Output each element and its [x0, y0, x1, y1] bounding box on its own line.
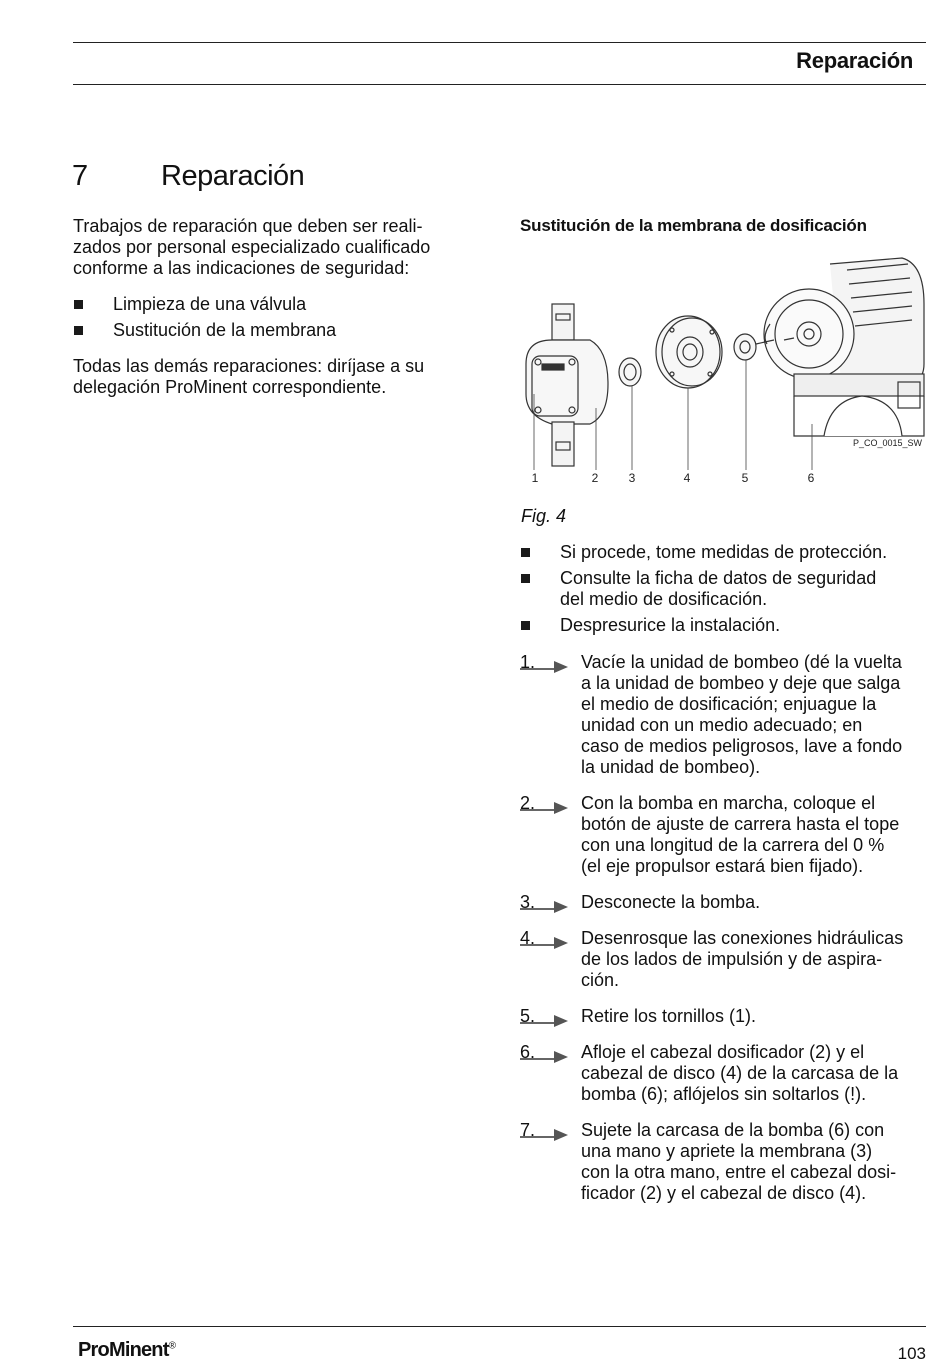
step-number-text: 1.	[520, 652, 536, 672]
logo-pro: Pro	[78, 1339, 109, 1361]
list-item-line: del medio de dosificación.	[560, 589, 768, 609]
step-line: una mano y apriete la membrana (3)	[581, 1141, 873, 1161]
page-number: 103	[897, 1344, 926, 1363]
intro-line: conforme a las indicaciones de seguridad:	[73, 258, 410, 278]
step-item	[520, 652, 930, 778]
step-line: ficador (2) y el cabezal de disco (4).	[581, 1183, 867, 1203]
step-line: (el eje propulsor estará bien fijado).	[581, 856, 864, 876]
step-item	[520, 1042, 930, 1105]
precaution-block	[520, 542, 930, 636]
step-line: Desenrosque las conexiones hidráulicas	[581, 928, 904, 948]
step-line: el medio de dosificación; enjuague la	[581, 694, 877, 714]
step-line: Retire los tornillos (1).	[581, 1006, 757, 1026]
step-arrow-icon	[520, 898, 570, 914]
step-line: unidad con un medio adecuado; en	[581, 715, 863, 735]
step-arrow-icon	[520, 934, 570, 950]
step-number-text: 2.	[520, 793, 536, 813]
step-line: caso de medios peligrosos, lave a fondo	[581, 736, 903, 756]
list-item: Sustitución de la membrana	[73, 320, 473, 341]
chapter-title: Reparación	[161, 160, 305, 192]
step-number	[520, 892, 570, 916]
prominent-logo	[78, 1339, 175, 1362]
part-label: 3	[628, 471, 636, 485]
step-line: cabezal de disco (4) de la carcasa de la	[581, 1063, 899, 1083]
list-item	[520, 615, 930, 636]
list-item-line: Consulte la ficha de datos de seguridad	[560, 568, 877, 588]
part-label: 2	[591, 471, 599, 485]
step-line: con la otra mano, entre el cabezal dosi-	[581, 1162, 897, 1182]
step-number	[520, 652, 570, 676]
chapter-heading	[72, 160, 304, 193]
intro-paragraph	[73, 216, 473, 279]
step-number-text: 4.	[520, 928, 536, 948]
logo-registered-mark: ®	[168, 1340, 176, 1352]
step-number	[520, 928, 570, 952]
part-label: 5	[741, 471, 749, 485]
running-header-title: Reparación	[796, 48, 913, 73]
footer-rule	[73, 1326, 926, 1327]
list-item-line: Si procede, tome medidas de protección.	[560, 542, 888, 562]
precaution-list	[520, 542, 930, 636]
step-number-text: 7.	[520, 1120, 536, 1140]
disk-head-illustration	[656, 316, 722, 388]
diaphragm-illustration	[619, 358, 641, 386]
step-number	[520, 1120, 570, 1144]
procedure-steps	[520, 652, 930, 1204]
step-arrow-icon	[520, 658, 570, 674]
figure-caption: Fig. 4	[521, 506, 567, 526]
step-item	[520, 1006, 930, 1027]
step-number	[520, 793, 570, 817]
step-line: bomba (6); aflójelos sin soltarlos (!).	[581, 1084, 867, 1104]
list-item: Limpieza de una válvula	[73, 294, 473, 315]
logo-minent: Minent	[108, 1339, 169, 1361]
step-number	[520, 1006, 570, 1030]
closing-line: delegación ProMinent correspondiente.	[73, 377, 387, 397]
part-label: 1	[531, 471, 539, 485]
intro-line: Trabajos de reparación que deben ser reali-	[73, 216, 423, 236]
step-line: Desconecte la bomba.	[581, 892, 761, 912]
part-label: 6	[807, 471, 815, 485]
step-arrow-icon	[520, 1012, 570, 1028]
step-arrow-icon	[520, 1048, 570, 1064]
list-item-line: Despresurice la instalación.	[560, 615, 781, 635]
step-number	[520, 1042, 570, 1066]
step-arrow-icon	[520, 1126, 570, 1142]
closing-line: Todas las demás reparaciones: diríjase a su	[73, 356, 425, 376]
figure-heading: Sustitución de la membrana de dosificación	[520, 216, 867, 235]
step-item	[520, 1120, 930, 1204]
step-line: a la unidad de bombeo y deje que salga	[581, 673, 901, 693]
step-list	[520, 652, 930, 1204]
chapter-number: 7	[72, 160, 88, 192]
left-column	[73, 216, 473, 398]
figure-code: P_CO_0015_SW	[852, 438, 922, 448]
step-item	[520, 928, 930, 991]
step-number-text: 6.	[520, 1042, 536, 1062]
step-item	[520, 892, 930, 913]
pump-exploded-diagram	[512, 244, 932, 488]
repair-task-list	[73, 294, 473, 341]
step-line: botón de ajuste de carrera hasta el tope	[581, 814, 900, 834]
closing-paragraph	[73, 356, 473, 398]
step-line: la unidad de bombeo).	[581, 757, 761, 777]
intro-line: zados por personal especializado cualificado	[73, 237, 431, 257]
step-line: de los lados de impulsión y de aspira-	[581, 949, 883, 969]
step-number-text: 3.	[520, 892, 536, 912]
header-rule-top	[73, 42, 926, 43]
header-rule-bottom	[73, 84, 926, 85]
step-line: ción.	[581, 970, 620, 990]
step-line: Vacíe la unidad de bombeo (dé la vuelta	[581, 652, 902, 672]
list-item	[520, 542, 930, 563]
step-arrow-icon	[520, 799, 570, 815]
list-item	[520, 568, 930, 610]
step-item	[520, 793, 930, 877]
step-line: Afloje el cabezal dosificador (2) y el	[581, 1042, 865, 1062]
pump-housing-illustration	[764, 258, 924, 436]
part-label: 4	[683, 471, 691, 485]
step-line: Sujete la carcasa de la bomba (6) con	[581, 1120, 885, 1140]
step-number-text: 5.	[520, 1006, 536, 1026]
step-line: con una longitud de la carrera del 0 %	[581, 835, 885, 855]
step-line: Con la bomba en marcha, coloque el	[581, 793, 876, 813]
